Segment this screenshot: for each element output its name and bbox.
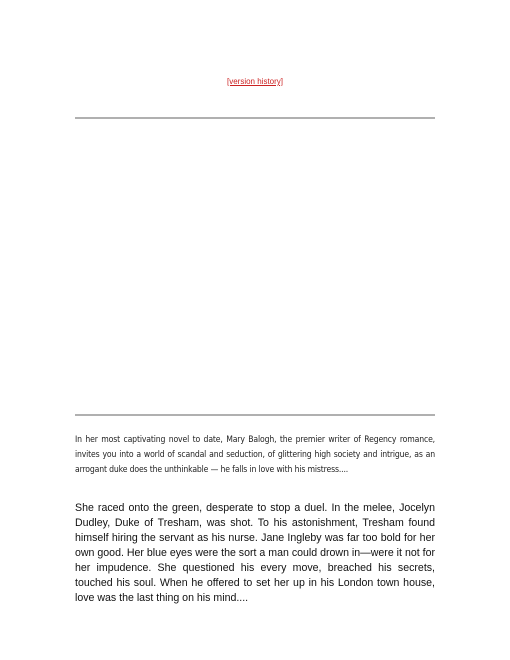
bottom-divider [75,414,435,416]
version-history-link[interactable]: [version history] [226,77,284,86]
top-divider [75,117,435,119]
book-blurb: In her most captivating novel to date, Mary Balogh, the premier writer of Regency romance, invites you into a world of scandal and seduction, of glittering high society and intrigue, as an arrogant duke does the unthinkable — he falls in love with his mistress.... [75,435,435,475]
story-synopsis: She raced onto the green, desperate to stop a duel. In the melee, Jocelyn Dudley, Duke of Tresham, was shot. To his astonishment, Tresham found himself hiring the servant as his nurse. Jane Ingleby was far too bold for her own good. Her blue eyes were the sort a man could drown in—were it not for her impudence. She questioned his every move, breached his secrets, touched his soul. When he offered to set her up in his London town house, love was the last thing on his mind.... [75,502,435,604]
